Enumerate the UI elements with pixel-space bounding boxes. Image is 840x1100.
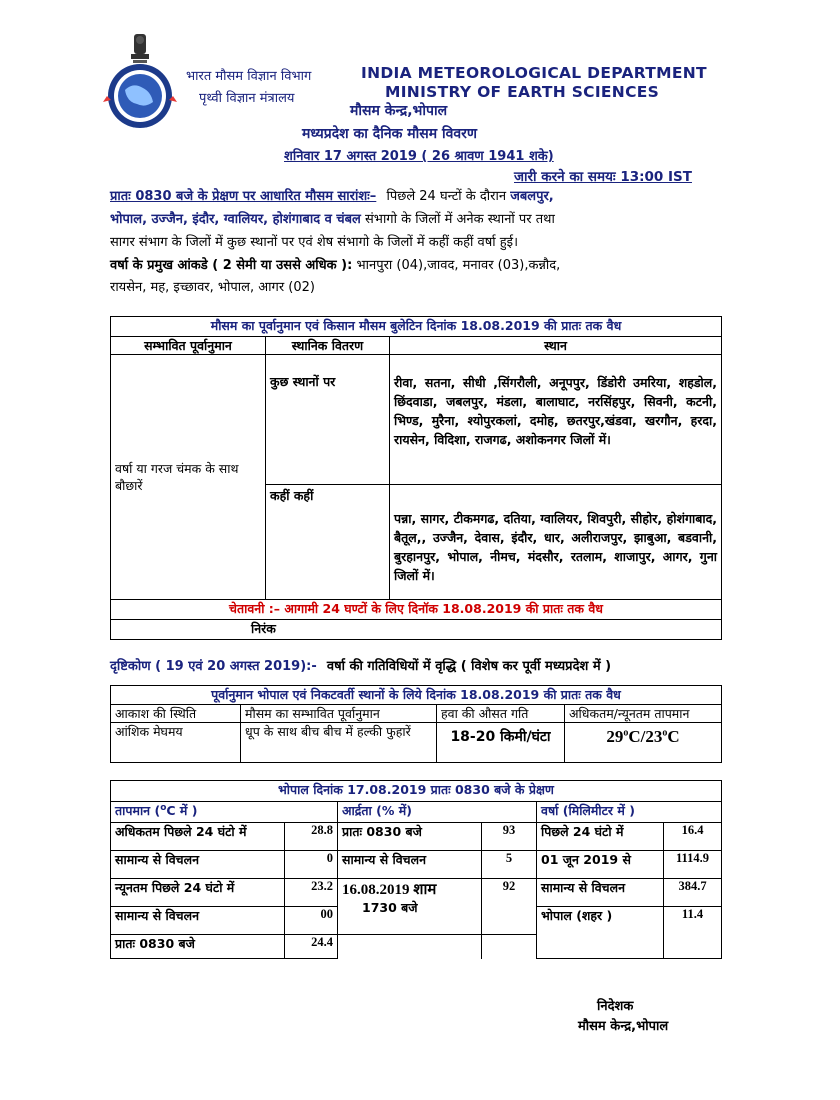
summary-text-2: संभागो के जिलों में अनेक स्थानों पर तथा [365,212,555,227]
state-emblem [125,32,155,66]
imd-logo [103,62,177,130]
rain-data-heading: वर्षा के प्रमुख आंकडे ( 2 सेमी या उससे अधिक ): [110,258,353,273]
rain-24h-label: पिछले 24 घंटो में [537,823,664,851]
dept-name-english: INDIA METEOROLOGICAL DEPARTMENT [361,64,707,82]
rainfall-header: वर्षा (मिलिमीटर में ) [537,802,722,823]
rain-data-stations-1: भानपुरा (04),जावद, मनावर (03),कन्नौद, [356,258,561,273]
sky-condition-value: आंशिक मेघमय [111,723,241,763]
places-isolated: पन्ना, सागर, टीकमगढ, दतिया, ग्वालियर, शिवपुरी, सीहोर, होशंगाबाद, बैतूल,, उज्जैन, देवास, इंदौर, धार, अलीराजपुर, झाबुआ, बडवानी, बुरहानपुर, भोपाल, नीमच, मंदसौर, रतलाम, शाजापुर, आगर, गुना जिलों में। [390,485,722,600]
distribution-some-places: कुछ स्थानों पर [266,355,390,485]
summary-text-1: पिछले 24 घन्टों के दौरान [386,189,507,204]
observations-title: भोपाल दिनांक 17.08.2019 प्रातः 0830 बजे के प्रेक्षण [111,781,722,802]
ministry-name-english: MINISTRY OF EARTH SCIENCES [385,83,660,101]
weather-forecast-value: धूप के साथ बीच बीच में हल्की फुहारें [241,723,437,763]
places-some: रीवा, सतना, सीधी ,सिंगरौली, अनूपपुर, डिंडोरी उमरिया, शहडोल, छिंदवाडा, जबलपुर, मंडला, बालाघाट, नरसिंहपुर, सिवनी, कटनी, भिण्ड, मुरैना, श्योपुरकलां, दमोह, छतरपुर,खंडवा, खरगौन, हरदा, रायसेन, विदिशा, राजगढ, अशोकनगर जिलों में। [390,355,722,485]
min-temp-label: न्यूनतम पिछले 24 घंटो में [111,879,285,907]
wind-speed-value: 18-20 किमी/घंटा [437,723,565,763]
bhopal-forecast-title: पूर्वानुमान भोपाल एवं निकटवर्ती स्थानों के लिये दिनांक 18.08.2019 की प्रातः तक वैध [111,686,722,705]
signature-office: मौसम केन्द्र,भोपाल [578,1019,669,1034]
ministry-name-hindi: पृथ्वी विज्ञान मंत्रालय [199,91,295,106]
col-sky-condition: आकाश की स्थिति [111,705,241,723]
humidity-header: आर्द्रता (% में) [338,802,537,823]
rain-data-line-2: रायसेन, मह, इच्छावर, भोपाल, आगर (02) [110,280,315,295]
forecast-type: वर्षा या गरज चंमक के साथ बौछारें [111,355,266,600]
col-places: स्थान [390,337,722,355]
morning-temp-label: प्रातः 0830 बजे [111,935,285,959]
rain-departure-label: सामान्य से विचलन [537,879,664,907]
max-temp-departure-value: 0 [285,851,338,879]
celsius-unit: C [628,727,641,746]
temp-separator: / [640,727,646,746]
forecast-table [110,316,722,640]
max-temp-departure-label: सामान्य से विचलन [111,851,285,879]
min-temp: 23 [645,727,663,746]
degree-sign: o [623,727,629,739]
warning-line: चेतावनी :– आगामी 24 घण्टों के लिए दिनॉक 18.08.2019 की प्रातः तक वैध [111,600,722,620]
humidity-departure-value: 5 [482,851,537,879]
rain-since-june-label: 01 जून 2019 से [537,851,664,879]
centre-name: मौसम केन्द्र,भोपाल [350,103,448,119]
signature-title: निदेशक [597,999,634,1014]
rain-data-line-1 [110,255,560,273]
max-temp-value: 28.8 [285,823,338,851]
humidity-morning-label: प्रातः 0830 बजे [338,823,482,851]
rain-city-label: भोपाल (शहर ) [537,907,664,959]
dept-name-hindi: भारत मौसम विज्ञान विभाग [186,69,312,84]
temperature-value [565,723,722,763]
summary-line-3: सागर संभाग के जिलों में कुछ स्थानों पर एवं शेष संभागो के जिलों में कहीं कहीं वर्षा हुई। [110,235,518,250]
outlook-label: दृष्टिकोण ( 19 एवं 20 अगस्त 2019):- [110,659,317,674]
humidity-evening-label: 16.08.2019 शाम 1730 बजे [338,879,482,935]
min-temp-departure-value: 00 [285,907,338,935]
outlook-text: वर्षा की गतिविधियों में वृद्धि ( विशेष कर पूर्वी मध्यप्रदेश में ) [326,659,612,674]
min-temp-value: 23.2 [285,879,338,907]
col-spatial-distribution: स्थानिक वितरण [266,337,390,355]
observations-table [110,780,722,959]
report-title: मध्यप्रदेश का दैनिक मौसम विवरण [302,126,478,142]
summary-line-1 [110,186,720,204]
col-weather-forecast: मौसम का सम्भावित पूर्वानुमान [241,705,437,723]
max-temp-label: अधिकतम पिछले 24 घंटो में [111,823,285,851]
degree-sign-2: o [662,727,668,739]
humidity-departure-label: सामान्य से विचलन [338,851,482,879]
rain-since-june-value: 1114.9 [664,851,722,879]
empty-cell [338,935,482,959]
humidity-evening-value: 92 [482,879,537,935]
summary-bold-1: जबलपुर, [510,189,554,204]
morning-temp-value: 24.4 [285,935,338,959]
min-temp-departure-label: सामान्य से विचलन [111,907,285,935]
rain-24h-value: 16.4 [664,823,722,851]
forecast-table-title: मौसम का पूर्वानुमान एवं किसान मौसम बुलेटिन दिनांक 18.08.2019 की प्रातः तक वैध [111,317,722,337]
humidity-morning-value: 93 [482,823,537,851]
summary-line-2 [110,209,555,227]
celsius-unit-2: C [667,727,680,746]
col-wind-speed: हवा की औसत गति [437,705,565,723]
max-temp: 29 [606,727,624,746]
empty-cell [482,935,537,959]
outlook-line [110,656,611,674]
summary-bold-2: भोपाल, उज्जैन, इंदौर, ग्वालियर, होशंगाबाद व चंबल [110,212,361,227]
col-probable-forecast: सम्भावित पूर्वानुमान [111,337,266,355]
temperature-header: तापमान ($^o$C में ) [111,802,338,823]
issue-time: जारी करने का समयः 13:00 IST [514,169,692,185]
rain-departure-value: 384.7 [664,879,722,907]
bhopal-forecast-table [110,685,722,763]
warning-value: निरंक [111,620,722,640]
distribution-isolated: कहीं कहीं [266,485,390,600]
summary-heading: प्रातः 0830 बजे के प्रेक्षण पर आधारित मौसम सारांशः– [110,189,377,204]
col-max-min-temp: अधिकतम/न्यूनतम तापमान [565,705,722,723]
report-date: शनिवार 17 अगस्त 2019 ( 26 श्रावण 1941 शके) [284,149,554,164]
rain-city-value: 11.4 [664,907,722,959]
